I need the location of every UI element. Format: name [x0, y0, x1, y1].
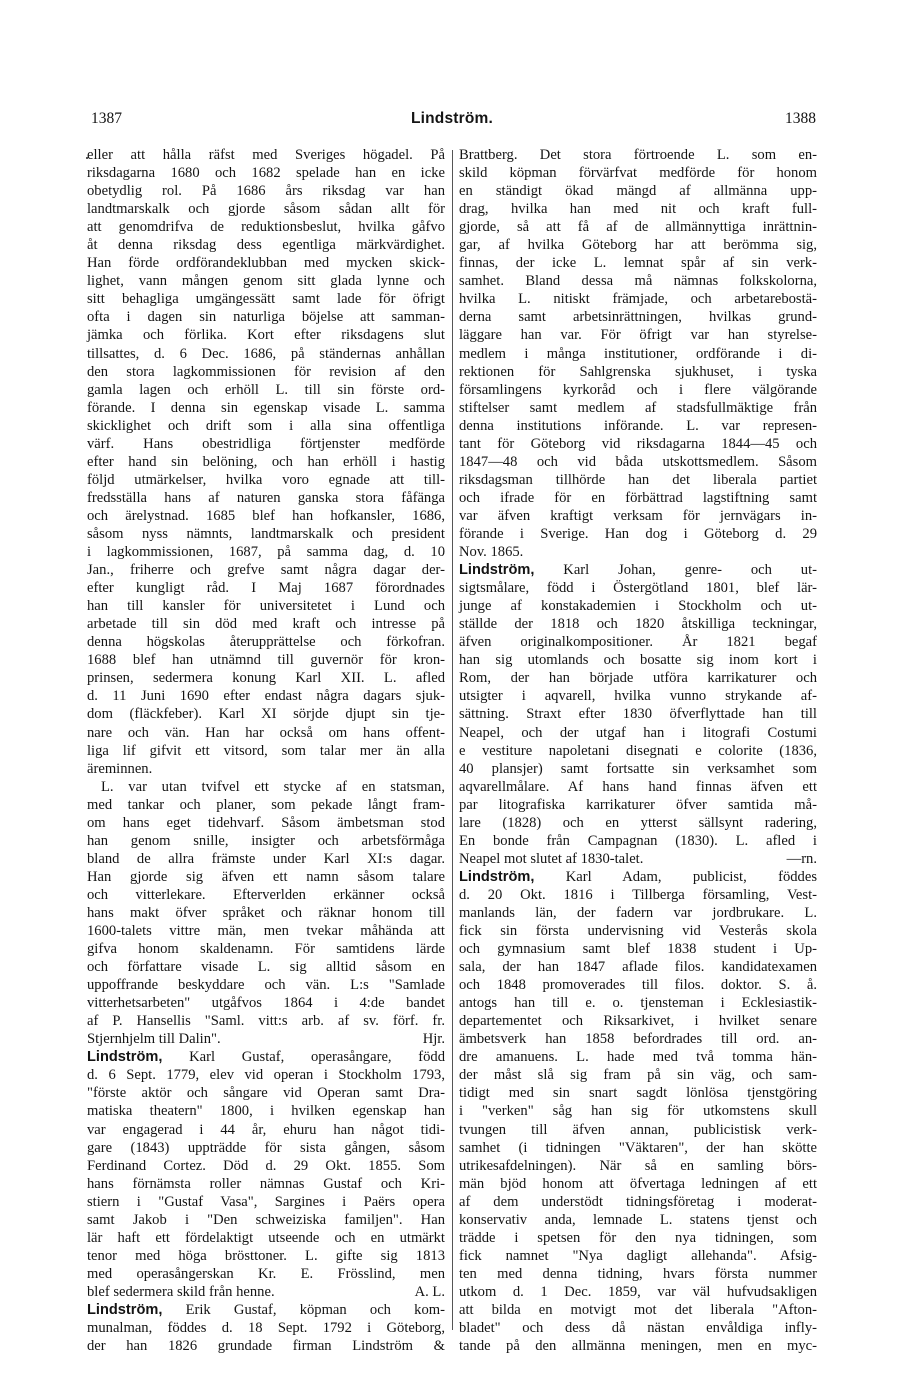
text-line — [87, 435, 445, 453]
author-signature: Hjr. — [422, 1031, 445, 1048]
line-text: munalman, föddes d. 18 Sept. 1792 i Göteborg, — [87, 1320, 445, 1337]
line-text: bland de allra främste under Karl XI:s dagar. — [87, 850, 445, 867]
line-text: Erik Gustaf, köpman och kom- — [162, 1302, 445, 1318]
line-text: aqvarellmålare. Af hans hand finnas äfven ett — [459, 778, 817, 795]
text-line — [87, 922, 445, 940]
line-text: stiern i "Gustaf Vasa", Sargines i Paërs opera — [87, 1193, 445, 1210]
text-line — [87, 976, 445, 994]
text-line — [87, 579, 445, 597]
text-line — [87, 1229, 445, 1247]
text-line — [87, 1283, 445, 1301]
text-line — [87, 471, 445, 489]
text-line — [459, 597, 817, 615]
text-line — [459, 1337, 817, 1355]
text-line — [87, 687, 445, 705]
line-text: hvilka L. nitiskt främjade, och arbetarebostä- — [459, 291, 817, 308]
text-line — [459, 1301, 817, 1319]
text-line — [459, 1084, 817, 1102]
text-line — [87, 1193, 445, 1211]
line-text: ten med denna tidning, hvars första nummer — [459, 1265, 817, 1282]
text-line — [459, 633, 817, 651]
line-text: läggare han var. För öfrigt var han styrelse- — [459, 327, 817, 344]
text-line — [459, 922, 817, 940]
line-text: fredsställa hans af naturen ganska stora fåfänga — [87, 489, 445, 506]
text-line — [459, 417, 817, 435]
text-line — [87, 1102, 445, 1120]
line-text: Han förde ordförandeklubban med mycken skick- — [87, 255, 445, 272]
line-text: matiska theatern" 1800, i hvilken egenskap han — [87, 1103, 445, 1120]
line-text: om hans eget tidehvarf. Såsom ämbetsman stod — [87, 814, 445, 831]
line-text: samt Jakob i "Den schweiziska familjen". Han — [87, 1211, 445, 1228]
entry-headword: Lindström, — [87, 1302, 163, 1318]
text-line — [87, 254, 445, 272]
text-line — [459, 904, 817, 922]
column-divider — [452, 150, 453, 1330]
text-line — [459, 435, 817, 453]
text-line — [459, 687, 817, 705]
text-line — [87, 850, 445, 868]
line-text: vitterhetsarbeten" utgåfvos 1864 i 4:de bandet — [87, 995, 445, 1012]
page-number-right: 1388 — [785, 110, 816, 127]
text-line — [459, 1030, 817, 1048]
line-text: att bilda en motvigt mot det liberala "Afton- — [459, 1302, 817, 1318]
text-line — [459, 579, 817, 597]
text-line — [459, 1048, 817, 1066]
text-line — [459, 705, 817, 723]
text-line — [87, 814, 445, 832]
author-signature: A. L. — [414, 1283, 445, 1300]
entry-headword: Lindström, — [459, 562, 535, 579]
line-text: var äfven kraftigt verksam för jernvägars in- — [459, 507, 817, 524]
text-line — [459, 1066, 817, 1084]
line-text: junge af konstakademien i Stockholm och ut- — [459, 598, 817, 615]
line-text: dre amanuens. L. hade med två tomma hän- — [459, 1049, 817, 1066]
text-line — [459, 1247, 817, 1265]
text-line — [459, 742, 817, 760]
line-text: män bjöd honom att öfvertaga ledningen af ett — [459, 1175, 817, 1192]
line-text: prinsen, sedermera konung Karl XII. L. afled — [87, 670, 445, 687]
line-text: och gymnasium samt blef 1838 student i Up- — [459, 941, 817, 958]
line-text: der måst slå sig fram på sin väg, och sam- — [459, 1067, 817, 1084]
line-text: förande i Sverige. Han dog i Göteborg d. 29 — [459, 525, 817, 542]
text-line — [87, 958, 445, 976]
line-text: församlingens kyrkoråd och i flere välgörande — [459, 381, 817, 398]
page-header — [88, 110, 816, 136]
line-text: Neapel mot slutet af 1830-talet. — [459, 850, 644, 867]
page-number-left: 1387 — [91, 110, 122, 127]
text-line — [87, 363, 445, 381]
line-text: Jan., friherre och grefve samt några dagar der- — [87, 562, 445, 579]
text-line — [459, 886, 817, 904]
text-line — [87, 543, 445, 561]
line-text: samhet (i tidningen "Väktaren", der han skötte — [459, 1139, 817, 1156]
text-line — [459, 615, 817, 633]
text-line — [459, 290, 817, 308]
line-text: med operasångerskan Kr. E. Frösslind, men — [87, 1265, 445, 1282]
text-line — [459, 778, 817, 796]
text-line — [459, 399, 817, 417]
line-text: bladet" och dess då nästan envåldiga infly- — [459, 1320, 817, 1337]
text-line — [87, 345, 445, 363]
text-line — [459, 796, 817, 814]
text-line — [459, 994, 817, 1012]
line-text: gjorde, så att få af de allmännyttiga inrättnin- — [459, 219, 817, 236]
text-line — [87, 453, 445, 471]
text-line — [459, 489, 817, 507]
text-line — [87, 778, 445, 796]
text-line — [87, 1265, 445, 1283]
line-text: konservativ anda, lemnade L. statens tjenst och — [459, 1211, 817, 1228]
text-line — [87, 1175, 445, 1193]
line-text: skild köpman förvärfvat medförde för honom — [459, 165, 817, 182]
text-line — [87, 669, 445, 687]
text-line — [87, 200, 445, 218]
entry-headword: Lindström, — [459, 868, 535, 885]
line-text: denna institutions införande. L. var represen- — [459, 417, 817, 434]
line-text: Han gjorde sig äfven ett namn såsom talare — [87, 868, 445, 885]
line-text: han sig utomlands och bosatte sig inom kort i — [459, 652, 817, 669]
line-text: i lagkommissionen, 1687, på samma dag, d. 10 — [87, 544, 445, 561]
line-text: lighet, vann mången genom sitt glada lynne och — [87, 273, 445, 290]
text-line — [87, 651, 445, 669]
text-line — [87, 1157, 445, 1175]
running-head-title: Lindström. — [410, 110, 494, 127]
text-line — [459, 381, 817, 399]
line-text: äfven originalkompositioner. År 1821 begaf — [459, 634, 817, 651]
line-text: dom (fläckfeber). Karl XI sörjde djupt sin tje- — [87, 706, 445, 723]
line-text: trädde i spetsen för den nya tidningen, som — [459, 1229, 817, 1246]
line-text: Brattberg. Det stora förtroende L. som en- — [459, 147, 817, 163]
text-line — [87, 597, 445, 615]
line-text: utsigter i aqvarell, hvilka vunno strykande af- — [459, 688, 817, 705]
text-line — [459, 940, 817, 958]
text-line — [87, 1030, 445, 1048]
line-text: och 1848 promoverades till filos. doktor. S. å. — [459, 977, 817, 994]
line-text: tvungen till äfven annan, publicistisk verk- — [459, 1121, 817, 1138]
text-line — [87, 1084, 445, 1102]
line-text: sigtsmålare, född i Östergötland 1801, blef lär- — [459, 580, 817, 597]
text-line — [459, 1139, 817, 1157]
text-line — [459, 236, 817, 254]
line-text: af P. Hansellis "Saml. vitt:s arb. af sv. förf. fr. — [87, 1013, 445, 1030]
line-text: 1688 blef han utnämnd till guvernör för kron- — [87, 652, 445, 669]
line-text: eller att hålla räfst med Sveriges högadel. På — [87, 147, 445, 163]
text-line — [87, 615, 445, 633]
text-line — [459, 1265, 817, 1283]
line-text: drag, hvilka han med nit och kraft full- — [459, 201, 817, 218]
text-line — [87, 182, 445, 200]
line-text: en ständigt ökad mängd af allmänna upp- — [459, 183, 817, 200]
line-text: stiftelser samt medlem af stadsfullmäktige från — [459, 399, 817, 416]
line-text: förande. I denna sin egenskap visade L. samma — [87, 399, 445, 416]
text-line — [459, 850, 817, 868]
line-text: tant för Göteborg vid riksdagarna 1844—45 och — [459, 435, 817, 452]
line-text: ofta i dagen sin naturliga böjelse att samman- — [87, 309, 445, 326]
text-line — [87, 308, 445, 326]
text-line — [87, 218, 445, 236]
text-line — [459, 453, 817, 471]
line-text: rektionen för Sahlgrenska sjukhuset, i tyska — [459, 363, 817, 380]
text-line — [87, 868, 445, 886]
text-line — [459, 1211, 817, 1229]
line-text: fick namnet "Nya dagligt allehanda". Afsig- — [459, 1247, 817, 1264]
line-text: blef sedermera skild från henne. — [87, 1283, 275, 1300]
line-text: e vestiture napoletani disegnati e colorite (1836, — [459, 742, 817, 759]
line-text: fick sin första undervisning vid Vesterås skola — [459, 923, 817, 940]
text-line — [87, 146, 445, 164]
text-line — [459, 326, 817, 344]
line-text: samhet. Bland dessa må nämnas folkskolorna, — [459, 273, 817, 290]
text-line — [87, 633, 445, 651]
text-line — [459, 1193, 817, 1211]
line-text: utkom d. 1 Dec. 1859, var väl hufvudsakligen — [459, 1283, 817, 1300]
text-line — [87, 1066, 445, 1084]
line-text: sättning. Straxt efter 1830 öfverflyttade han till — [459, 706, 817, 723]
line-text: den stora lagkommissionen för revision af den — [87, 363, 445, 380]
line-text: han genom snille, insigter och arbetsförmåga — [87, 832, 445, 849]
text-line — [87, 272, 445, 290]
line-text: äreminnen. — [87, 760, 153, 777]
line-text: L. var utan tvifvel ett stycke af en statsman, — [101, 778, 445, 795]
line-text: Rom, der han började utföra karrikaturer och — [459, 670, 817, 687]
line-text: värf. Hans obestridliga förtjenster medförde — [87, 435, 445, 452]
line-text: gifva honom skaldenamn. För samtidens lärde — [87, 941, 445, 958]
line-text: af dem understödt tidningsföretag i moderat- — [459, 1193, 817, 1210]
line-text: d. 20 Okt. 1816 i Tillberga församling, Vest- — [459, 886, 817, 903]
right-column — [459, 146, 817, 1355]
line-text: arbetade till sin död med kraft och intresse på — [87, 616, 445, 633]
line-text: finnas, der icke L. lemnat spår af sin verk- — [459, 255, 817, 272]
text-line — [87, 290, 445, 308]
text-line — [459, 1319, 817, 1337]
line-text: uppoffrande beskyddare och vän. L:s "Samlade — [87, 977, 445, 994]
text-line — [87, 381, 445, 399]
text-line — [87, 705, 445, 723]
line-text: jämka och förlika. Kort efter riksdagens slut — [87, 327, 445, 344]
line-text: Neapel, och der utgaf han i litografi Costumi — [459, 724, 817, 741]
text-line — [459, 146, 817, 164]
line-text: landtmarskalk och gjorde såsom sådan allt för — [87, 201, 445, 218]
line-text: d. 11 Juni 1690 efter endast några dagars sjuk- — [87, 688, 445, 705]
line-text: Karl Adam, publicist, föddes — [534, 868, 817, 885]
line-text: manlands län, der fadern var jordbrukare. L. — [459, 904, 817, 921]
text-line — [459, 1121, 817, 1139]
line-text: 40 plansjer) samt fortsatte sin verksamhet som — [459, 760, 817, 777]
line-text: derna samt arbetsinrättningen, hvilkas grund- — [459, 309, 817, 326]
text-line — [459, 345, 817, 363]
text-line — [87, 832, 445, 850]
line-text: 1847—48 och vid båda utskottsmedlem. Såsom — [459, 453, 817, 470]
text-line — [459, 1157, 817, 1175]
line-text: i "verken" såg han sig för utkomstens skull — [459, 1103, 817, 1120]
line-text: departementet och Riksarkivet, i hvilket senare — [459, 1013, 817, 1030]
text-line — [87, 1012, 445, 1030]
line-text: Stjernhjelm till Dalin". — [87, 1031, 221, 1048]
text-line — [459, 760, 817, 778]
line-text: riksdagarna 1680 och 1682 spelade han en icke — [87, 165, 445, 182]
line-text: och vitterlekare. Efterverlden erkänner också — [87, 886, 445, 903]
line-text: lär haft ett fördelaktigt utseende och en utmärkt — [87, 1229, 445, 1246]
text-line — [459, 363, 817, 381]
text-line — [459, 724, 817, 742]
text-line — [459, 507, 817, 525]
line-text: och ärelystnad. 1685 blef han hofkansler, 1686, — [87, 507, 445, 524]
text-line — [459, 218, 817, 236]
line-text: tenor med höga brösttoner. L. gifte sig 1813 — [87, 1247, 445, 1264]
text-line — [459, 200, 817, 218]
line-text: med tankar och planer, som pekade långt fram- — [87, 796, 445, 813]
text-line — [459, 1102, 817, 1120]
text-line — [459, 182, 817, 200]
text-line — [459, 1283, 817, 1301]
line-text: han till kansler för universitetet i Lund och — [87, 598, 445, 615]
text-line — [459, 543, 817, 561]
text-line — [87, 561, 445, 579]
text-line — [459, 958, 817, 976]
line-text: lare (1828) och en ytterst sällsynt radering, — [459, 814, 817, 831]
text-line — [459, 1175, 817, 1193]
entry-headword: Lindström, — [87, 1049, 163, 1066]
text-line — [87, 164, 445, 182]
text-line — [459, 868, 817, 886]
line-text: sitt behagliga umgängessätt samt lade för öfrigt — [87, 291, 445, 308]
text-line — [459, 651, 817, 669]
line-text: obetydlig rol. På 1686 års riksdag var han — [87, 183, 445, 200]
author-signature: —rn. — [786, 850, 817, 867]
text-line — [87, 1139, 445, 1157]
line-text: gar, af hvilka Göteborg har att berömma sig, — [459, 237, 817, 254]
text-line — [87, 417, 445, 435]
line-text: Ferdinand Cortez. Död d. 29 Okt. 1855. Som — [87, 1157, 445, 1174]
line-text: tidigt med sin snart sagdt lönlösa tjenstgöring — [459, 1085, 817, 1102]
text-line — [459, 976, 817, 994]
text-line — [87, 724, 445, 742]
line-text: hans makt öfver språket och räknar honom till — [87, 904, 445, 921]
text-line — [459, 471, 817, 489]
text-line — [87, 1121, 445, 1139]
line-text: medlem i många institutioner, ordförande i di- — [459, 345, 817, 362]
line-text: tillsattes, d. 6 Dec. 1686, på ständernas anhållan — [87, 345, 445, 362]
line-text: ämbetsverk han 1858 befordrades till ord. an- — [459, 1031, 817, 1048]
text-line — [459, 669, 817, 687]
line-text: sala, der han 1847 aflade filos. kandidatexamen — [459, 959, 817, 976]
line-text: åt denna riksdag dess egentliga märkvärdighet. — [87, 237, 445, 254]
text-line — [87, 760, 445, 778]
text-line — [87, 1247, 445, 1265]
left-column — [87, 146, 445, 1355]
line-text: att genomdrifva de reduktionsbeslut, hvilka gåfvo — [87, 219, 445, 236]
text-line — [459, 814, 817, 832]
line-text: följd utmärkelser, hvilka voro egnade att till- — [87, 471, 445, 488]
line-text: Karl Johan, genre- och ut- — [534, 562, 817, 579]
line-text: efter hand sin belöning, och han erhöll i hastig — [87, 453, 445, 470]
line-text: hans förnämsta roller nämnas Gustaf och Kri- — [87, 1175, 445, 1192]
text-line — [459, 254, 817, 272]
text-line — [87, 1337, 445, 1355]
line-text: nare och vän. Han har också om hans offent- — [87, 724, 445, 741]
line-text: liga lif gifvit ett vitsord, som talar mer än alla — [87, 742, 445, 759]
text-line — [87, 326, 445, 344]
text-line — [459, 832, 817, 850]
line-text: der han 1826 grundade firman Lindström & — [87, 1338, 445, 1355]
line-text: "förste aktör och sångare vid Operan samt Dra- — [87, 1085, 445, 1102]
line-text: gamla lagen och erhöll L. till sin förste ord- — [87, 381, 445, 398]
line-text: denna högskolas återupprättelse och förkofran. — [87, 634, 445, 651]
line-text: skicklighet och drift som i alla sina offentliga — [87, 417, 445, 434]
text-line — [87, 1211, 445, 1229]
line-text: par litografiska karrikaturer öfver samtida må- — [459, 796, 817, 813]
line-text: utrikesafdelningen). När så en samling börs- — [459, 1157, 817, 1174]
line-text: En bonde från Campagnan (1830). L. afled i — [459, 832, 817, 849]
text-line — [459, 525, 817, 543]
text-line — [87, 940, 445, 958]
line-text: och författare visade L. sig alltid såsom en — [87, 959, 445, 976]
text-line — [87, 236, 445, 254]
line-text: tande på den allmänna meningen, men en myc- — [459, 1338, 817, 1355]
line-text: gare (1843) uppträdde för sista gången, såsom — [87, 1139, 445, 1156]
text-line — [459, 164, 817, 182]
line-text: riksdagsman tillhörde han det liberala partiet — [459, 471, 817, 488]
text-line — [459, 272, 817, 290]
line-text: såsom nyss nämnts, landtmarskalk och president — [87, 525, 445, 542]
text-line — [87, 525, 445, 543]
line-text: ställde der 1818 och 1820 åtskilliga teckningar, — [459, 616, 817, 633]
line-text: 1600-talets vittre män, men tvekar måhända att — [87, 923, 445, 940]
line-text: Nov. 1865. — [459, 544, 524, 561]
text-line — [87, 742, 445, 760]
text-line — [459, 561, 817, 579]
line-text: antogs han till e. o. tjensteman i Ecklesiastik- — [459, 995, 817, 1012]
text-line — [87, 1301, 445, 1319]
text-line — [459, 1012, 817, 1030]
text-line — [87, 904, 445, 922]
line-text: d. 6 Sept. 1779, elev vid operan i Stockholm 1793, — [87, 1067, 445, 1084]
text-line — [459, 1229, 817, 1247]
line-text: och ifrade för en förbättrad lagstiftning samt — [459, 489, 817, 506]
text-line — [87, 886, 445, 904]
line-text: Karl Gustaf, operasångare, född — [162, 1049, 445, 1066]
text-line — [87, 994, 445, 1012]
text-line — [87, 489, 445, 507]
text-line — [87, 399, 445, 417]
line-text: efter kungligt råd. I Maj 1687 förordnades — [87, 580, 445, 597]
line-text: var engagerad i 44 år, ehuru han något tidi- — [87, 1121, 445, 1138]
text-line — [87, 507, 445, 525]
text-line — [87, 1048, 445, 1066]
text-line — [459, 308, 817, 326]
text-line — [87, 1319, 445, 1337]
text-line — [87, 796, 445, 814]
